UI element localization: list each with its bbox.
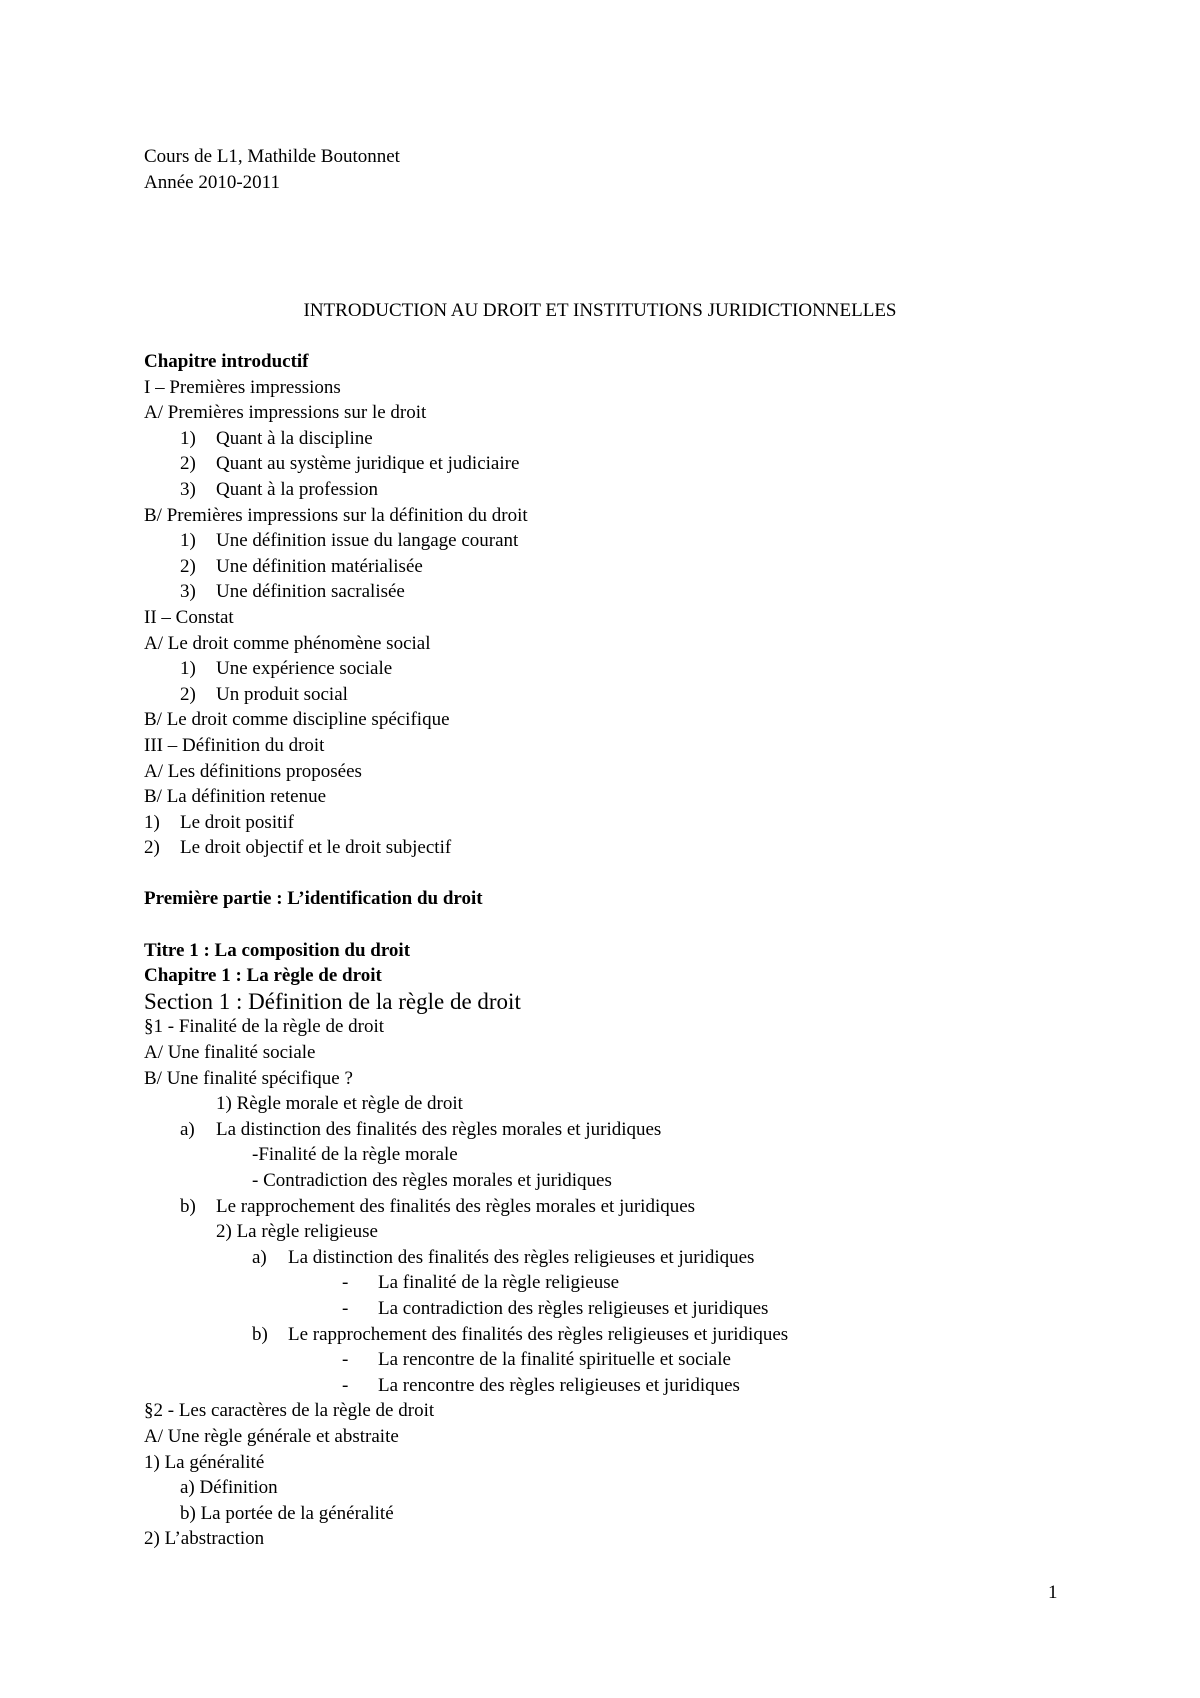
outline-line bbox=[144, 451, 1144, 477]
outline-line bbox=[144, 349, 1144, 375]
outline-dash: - bbox=[342, 1272, 349, 1294]
blank-line bbox=[144, 912, 1144, 938]
outline-line bbox=[144, 1270, 1144, 1296]
outline-line bbox=[144, 579, 1144, 605]
outline-text: Le droit positif bbox=[180, 811, 294, 833]
outline-text: III – Définition du droit bbox=[144, 734, 325, 756]
outline-number: a) bbox=[180, 1118, 195, 1140]
outline-number: a) bbox=[252, 1246, 267, 1268]
outline-number: 2) bbox=[144, 837, 160, 859]
outline-dash: - bbox=[342, 1297, 349, 1319]
outline-number: 1) bbox=[180, 658, 196, 680]
outline-text: A/ Les définitions proposées bbox=[144, 760, 362, 782]
outline-number: 1) bbox=[180, 530, 196, 552]
outline-text: 1) Règle morale et règle de droit bbox=[216, 1093, 463, 1115]
outline-line bbox=[144, 1040, 1144, 1066]
outline-line bbox=[144, 477, 1144, 503]
outline-line bbox=[144, 554, 1144, 580]
outline-text: A/ Premières impressions sur le droit bbox=[144, 402, 427, 424]
outline-line bbox=[144, 810, 1144, 836]
outline-text: B/ La définition retenue bbox=[144, 786, 327, 808]
outline-text: Quant au système juridique et judiciaire bbox=[216, 453, 520, 475]
outline-line bbox=[144, 759, 1144, 785]
outline-text: La rencontre de la finalité spirituelle et sociale bbox=[378, 1349, 731, 1371]
outline-text: Une définition issue du langage courant bbox=[216, 530, 519, 552]
outline-text: B/ Le droit comme discipline spécifique bbox=[144, 709, 450, 731]
outline-line bbox=[144, 1091, 1144, 1117]
outline-line bbox=[144, 835, 1144, 861]
outline-line bbox=[144, 1219, 1144, 1245]
outline-text: Le rapprochement des finalités des règles morales et juridiques bbox=[216, 1195, 696, 1217]
outline-line bbox=[144, 631, 1144, 657]
outline-text: Le droit objectif et le droit subjectif bbox=[180, 837, 452, 859]
outline-line bbox=[144, 1117, 1144, 1143]
outline-number: 1) bbox=[144, 811, 160, 833]
outline-number: b) bbox=[252, 1323, 268, 1345]
outline-text: Chapitre introductif bbox=[144, 351, 309, 372]
page-number: 1 bbox=[1048, 1582, 1058, 1603]
outline-line bbox=[144, 1526, 1144, 1552]
outline-line bbox=[144, 375, 1144, 401]
outline-line bbox=[144, 1398, 1144, 1424]
outline-line bbox=[144, 426, 1144, 452]
outline-line bbox=[144, 656, 1144, 682]
outline-text: A/ Le droit comme phénomène social bbox=[144, 632, 431, 654]
outline-text: Une expérience sociale bbox=[216, 658, 393, 680]
outline-line bbox=[144, 989, 1144, 1015]
document-header bbox=[144, 144, 400, 196]
outline-text: La finalité de la règle religieuse bbox=[378, 1272, 620, 1294]
outline-line bbox=[144, 1424, 1144, 1450]
outline-line bbox=[144, 938, 1144, 964]
outline-text: Le rapprochement des finalités des règles religieuses et juridiques bbox=[288, 1323, 789, 1345]
outline-text: Une définition matérialisée bbox=[216, 555, 423, 577]
outline-text: 1) La généralité bbox=[144, 1451, 265, 1473]
outline-text: La distinction des finalités des règles morales et juridiques bbox=[216, 1118, 662, 1140]
outline-text: 2) La règle religieuse bbox=[216, 1221, 378, 1243]
outline-line bbox=[144, 605, 1144, 631]
blank-line bbox=[144, 861, 1144, 887]
outline-text: - Contradiction des règles morales et juridiques bbox=[252, 1170, 612, 1191]
outline-text: B/ Premières impressions sur la définition du droit bbox=[144, 504, 528, 526]
outline-text: Une définition sacralisée bbox=[216, 581, 405, 603]
outline-line bbox=[144, 682, 1144, 708]
outline-line bbox=[144, 528, 1144, 554]
outline-line bbox=[144, 1245, 1144, 1271]
outline-line bbox=[144, 707, 1144, 733]
outline-number: 3) bbox=[180, 581, 196, 603]
outline-line bbox=[144, 1066, 1144, 1092]
course-line: Cours de L1, Mathilde Boutonnet bbox=[144, 146, 400, 167]
outline-line bbox=[144, 963, 1144, 989]
outline-dash: - bbox=[342, 1349, 349, 1371]
outline-text: B/ Une finalité spécifique ? bbox=[144, 1067, 353, 1089]
outline-line bbox=[144, 1501, 1144, 1527]
outline-line bbox=[144, 1347, 1144, 1373]
outline-line bbox=[144, 886, 1144, 912]
outline-number: b) bbox=[180, 1195, 196, 1217]
outline bbox=[144, 349, 1144, 1552]
outline-line bbox=[144, 1475, 1144, 1501]
outline-text: Quant à la profession bbox=[216, 478, 378, 500]
outline-text: La contradiction des règles religieuses et juridiques bbox=[378, 1297, 769, 1319]
outline-text: Un produit social bbox=[216, 683, 348, 705]
outline-text: Quant à la discipline bbox=[216, 427, 373, 449]
outline-line bbox=[144, 733, 1144, 759]
outline-text: a) Définition bbox=[180, 1477, 278, 1499]
outline-line bbox=[144, 1014, 1144, 1040]
outline-number: 3) bbox=[180, 478, 196, 500]
outline-text: -Finalité de la règle morale bbox=[252, 1144, 458, 1166]
outline-text: Titre 1 : La composition du droit bbox=[144, 939, 411, 961]
outline-number: 1) bbox=[180, 427, 196, 449]
outline-text: Chapitre 1 : La règle de droit bbox=[144, 965, 382, 987]
outline-dash: - bbox=[342, 1374, 349, 1396]
outline-line bbox=[144, 1142, 1144, 1168]
outline-text: Première partie : L’identification du droit bbox=[144, 888, 483, 910]
outline-text: La rencontre des règles religieuses et juridiques bbox=[378, 1374, 740, 1396]
outline-number: 2) bbox=[180, 555, 196, 577]
outline-line bbox=[144, 1322, 1144, 1348]
outline-text: §1 - Finalité de la règle de droit bbox=[144, 1016, 385, 1038]
outline-text: b) La portée de la généralité bbox=[180, 1502, 394, 1524]
outline-line bbox=[144, 1168, 1144, 1194]
outline-line bbox=[144, 1194, 1144, 1220]
outline-line bbox=[144, 1296, 1144, 1322]
outline-line bbox=[144, 784, 1144, 810]
outline-number: 2) bbox=[180, 683, 196, 705]
outline-text: Section 1 : Définition de la règle de droit bbox=[144, 988, 521, 1014]
document-title: INTRODUCTION AU DROIT ET INSTITUTIONS JURIDICTIONNELLES bbox=[303, 300, 897, 321]
outline-text: II – Constat bbox=[144, 606, 234, 628]
outline-text: A/ Une règle générale et abstraite bbox=[144, 1425, 399, 1447]
outline-line bbox=[144, 1373, 1144, 1399]
outline-line bbox=[144, 503, 1144, 529]
outline-line bbox=[144, 1450, 1144, 1476]
outline-text: 2) L’abstraction bbox=[144, 1528, 265, 1550]
outline-text: La distinction des finalités des règles religieuses et juridiques bbox=[288, 1246, 755, 1268]
outline-text: §2 - Les caractères de la règle de droit bbox=[144, 1400, 435, 1422]
outline-text: A/ Une finalité sociale bbox=[144, 1042, 316, 1064]
outline-text: I – Premières impressions bbox=[144, 376, 341, 398]
year-line: Année 2010-2011 bbox=[144, 172, 280, 193]
outline-line bbox=[144, 400, 1144, 426]
outline-number: 2) bbox=[180, 453, 196, 475]
